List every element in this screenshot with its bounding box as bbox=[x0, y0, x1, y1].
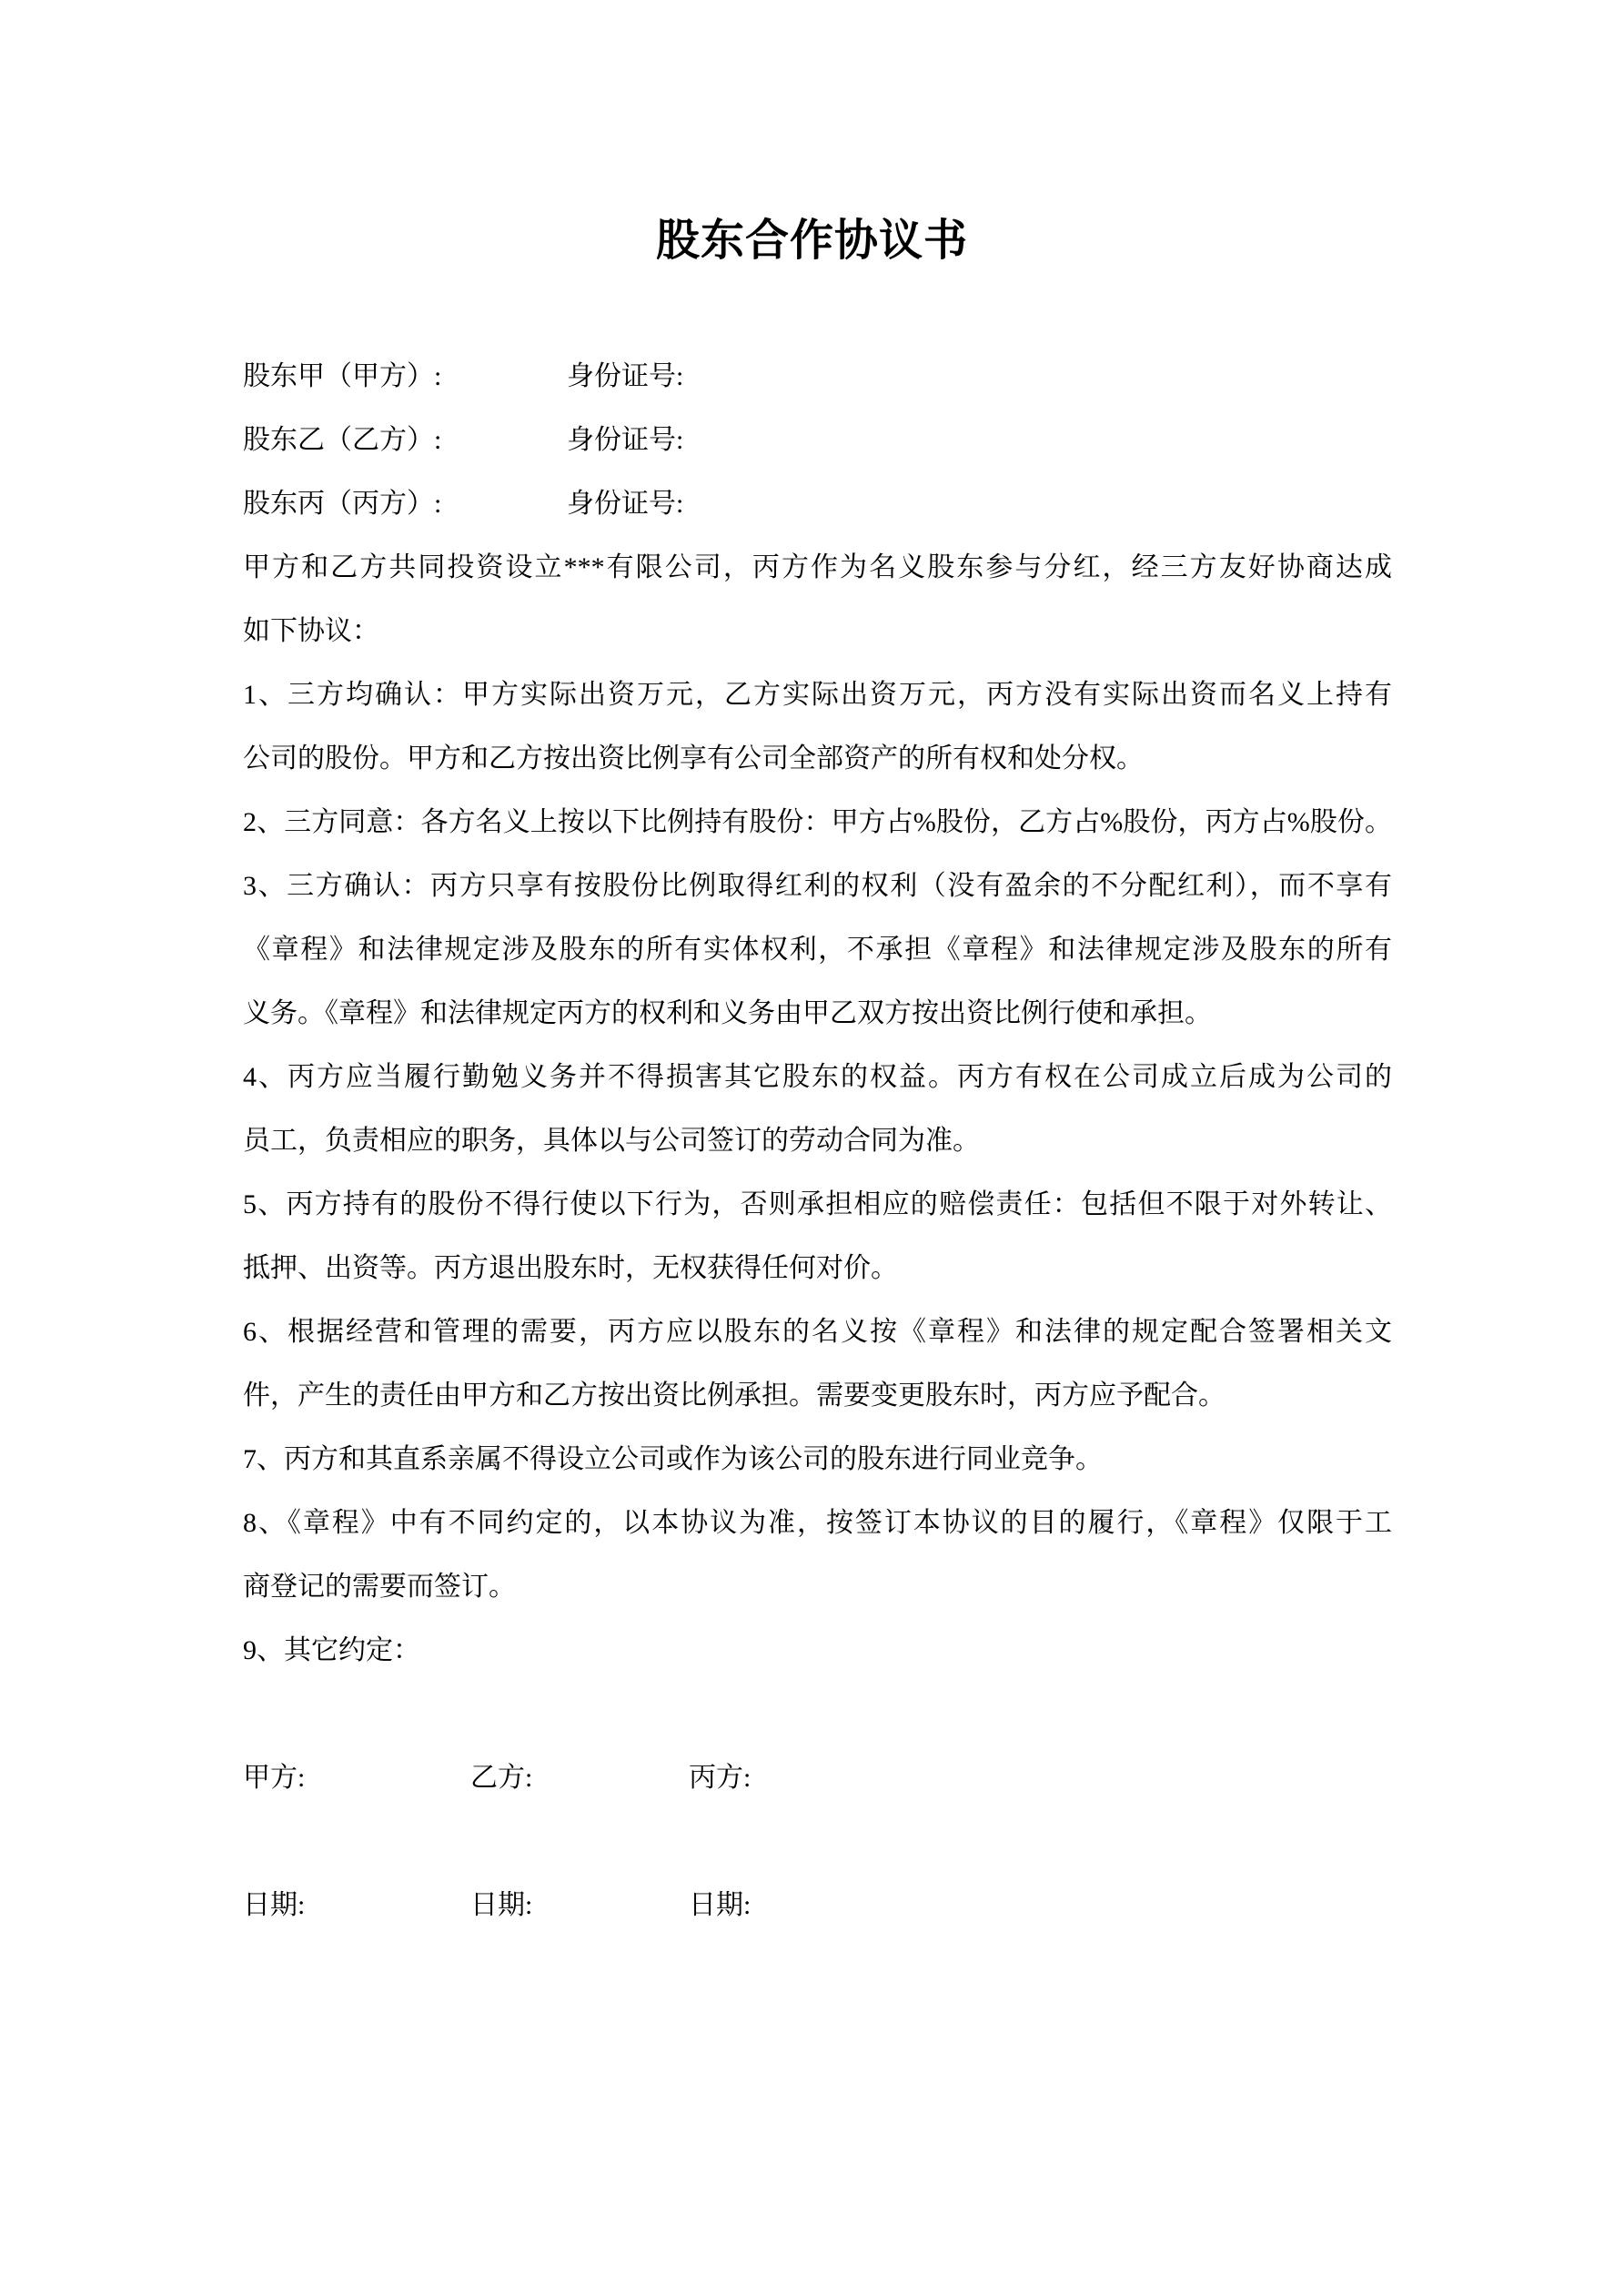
clause-1-line-1: 1、三方均确认：甲方实际出资万元，乙方实际出资万元，丙方没有实际出资而名义上持有 bbox=[243, 680, 1392, 710]
date-label-c: 日期: bbox=[689, 1890, 751, 1920]
clause-6-line-2: 件，产生的责任由甲方和乙方按出资比例承担。需要变更股东时，丙方应予配合。 bbox=[243, 1381, 1226, 1411]
party-b-id-label: 身份证号: bbox=[567, 425, 684, 455]
document-title: 股东合作协议书 bbox=[655, 217, 968, 265]
party-a-sign-label: 甲方: bbox=[243, 1763, 306, 1793]
date-label-a: 日期: bbox=[243, 1890, 306, 1920]
date-label-b: 日期: bbox=[470, 1890, 533, 1920]
document-body bbox=[243, 345, 1392, 1937]
party-b-sign-label: 乙方: bbox=[470, 1763, 533, 1793]
party-c-id-label: 身份证号: bbox=[567, 489, 684, 519]
signature-line bbox=[243, 1746, 1392, 1810]
party-a-label: 股东甲（甲方）: bbox=[243, 361, 442, 391]
clause-7-line-1: 7、丙方和其直系亲属不得设立公司或作为该公司的股东进行同业竞争。 bbox=[243, 1444, 1103, 1474]
blank-line bbox=[243, 1683, 1392, 1746]
party-b-line bbox=[243, 409, 1392, 472]
preamble-line-1: 甲方和乙方共同投资设立***有限公司，丙方作为名义股东参与分红，经三方友好协商达成 bbox=[243, 552, 1392, 582]
clause-4-line-1: 4、丙方应当履行勤勉义务并不得损害其它股东的权益。丙方有权在公司成立后成为公司的 bbox=[243, 1062, 1392, 1092]
clause-1-line-2: 公司的股份。甲方和乙方按出资比例享有公司全部资产的所有权和处分权。 bbox=[243, 743, 1144, 774]
clause-3-line-1: 3、三方确认：丙方只享有按股份比例取得红利的权利（没有盈余的不分配红利），而不享有 bbox=[243, 871, 1392, 901]
clause-3-line-3: 义务。《章程》和法律规定丙方的权利和义务由甲乙双方按出资比例行使和承担。 bbox=[243, 998, 1212, 1028]
preamble-line-2: 如下协议： bbox=[243, 616, 379, 646]
party-c-label: 股东丙（丙方）: bbox=[243, 489, 442, 519]
clause-8-line-1: 8、《章程》中有不同约定的，以本协议为准，按签订本协议的目的履行，《章程》仅限于工 bbox=[243, 1508, 1392, 1538]
clause-2-line-1: 2、三方同意：各方名义上按以下比例持有股份：甲方占%股份，乙方占%股份，丙方占%股份。 bbox=[243, 807, 1392, 837]
clause-3-line-2: 《章程》和法律规定涉及股东的所有实体权利，不承担《章程》和法律规定涉及股东的所有 bbox=[243, 935, 1392, 965]
clause-5-line-1: 5、丙方持有的股份不得行使以下行为，否则承担相应的赔偿责任：包括但不限于对外转让、 bbox=[243, 1189, 1392, 1219]
clause-9-line-1: 9、其它约定： bbox=[243, 1635, 420, 1665]
party-a-line bbox=[243, 345, 1392, 409]
clause-4-line-2: 员工，负责相应的职务，具体以与公司签订的劳动合同为准。 bbox=[243, 1126, 980, 1156]
date-line bbox=[243, 1874, 1392, 1937]
clause-6-line-1: 6、根据经营和管理的需要，丙方应以股东的名义按《章程》和法律的规定配合签署相关文 bbox=[243, 1317, 1392, 1347]
party-b-label: 股东乙（乙方）: bbox=[243, 425, 442, 455]
clause-5-line-2: 抵押、出资等。丙方退出股东时，无权获得任何对价。 bbox=[243, 1253, 898, 1283]
clause-8-line-2: 商登记的需要而签订。 bbox=[243, 1572, 516, 1602]
party-c-line bbox=[243, 472, 1392, 536]
blank-line bbox=[243, 1810, 1392, 1874]
party-c-sign-label: 丙方: bbox=[689, 1763, 751, 1793]
party-a-id-label: 身份证号: bbox=[567, 361, 684, 391]
